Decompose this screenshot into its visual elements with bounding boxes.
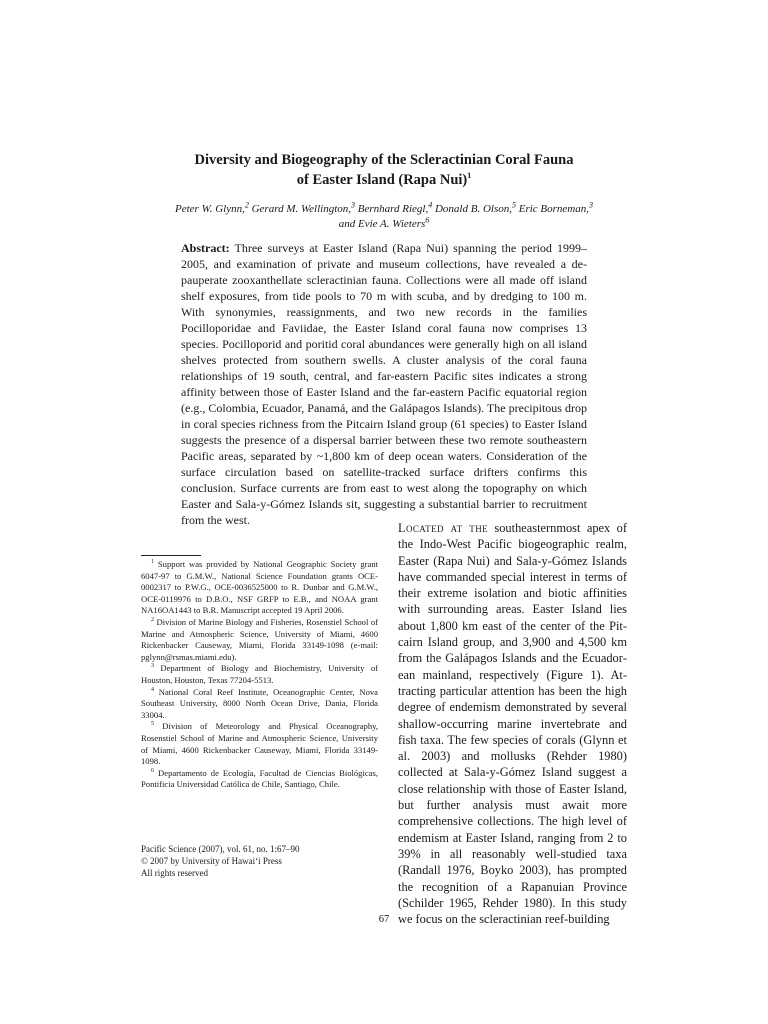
author — [251, 200, 356, 215]
author — [175, 200, 249, 215]
title-line-2 — [140, 170, 628, 190]
author-affiliation-mark: 2 — [244, 200, 249, 210]
abstract-label: Abstract: — [181, 241, 230, 255]
title-line-1: Diversity and Biogeography of the Scleractinian Coral Fauna — [194, 152, 574, 168]
author-list — [140, 202, 628, 232]
rights-line: All rights reserved — [141, 868, 208, 878]
author-name: Gerard M. Wellington, — [251, 203, 352, 215]
footnote — [141, 687, 378, 722]
author — [518, 200, 593, 215]
footnote-text: Department of Biology and Biochemistry, University of Houston, Houston, Texas 77204-5513. — [141, 663, 378, 685]
author-affiliation-mark: 4 — [428, 200, 433, 210]
copyright-line: © 2007 by University of Hawai‘i Press — [141, 856, 282, 866]
footnote — [141, 617, 378, 663]
title-footnote-mark: 1 — [467, 171, 472, 181]
footnote-number: 6 — [151, 767, 154, 774]
footnote-divider — [141, 555, 201, 556]
footnote-text: National Coral Reef Institute, Oceanographic Center, Nova Southeast University, 8000 North Ocean Drive, Dania, Florida 33004. — [141, 686, 378, 720]
footnotes — [141, 555, 378, 791]
footnote-number: 4 — [151, 686, 154, 693]
footnote-text: Support was provided by National Geographic Society grant 6047-97 to G.M.W., National Science Foundation grants OCE-0002317 to P.W.G., OCE-0036525000 to R. Dunbar and G.M.W., OCE-0119976 to D.B.O., NSF GRFP to E.B., and NOAA grant NA16OA1443 to B.R. Manuscript accepted 19 April 2006. — [141, 559, 379, 616]
footnote-number: 5 — [151, 721, 154, 728]
article-title — [140, 150, 628, 190]
author-name: Peter W. Glynn, — [175, 203, 245, 215]
page-number: 67 — [378, 914, 390, 925]
footnote-text: Division of Meteorology and Physical Oceanography, Rosenstiel School of Marine and Atmospheric Science, University of Miami, 4600 Rickenbacker Causeway, Miami, Florida 33149-1098. — [141, 721, 379, 767]
author — [357, 200, 433, 215]
publication-info — [141, 843, 378, 879]
abstract — [181, 240, 587, 528]
author-name: Donald B. Olson, — [434, 203, 512, 215]
footnote-text: Division of Marine Biology and Fisheries, Rosenstiel School of Marine and Atmospheric Science, University of Miami, 4600 Rickenbacker Causeway, Miami, Florida 33149-1098 (e-mail: pglynn@rsmas.miami.edu). — [141, 616, 378, 662]
journal-citation: Pacific Science (2007), vol. 61, no. 1:67–90 — [141, 844, 300, 854]
author-name: Bernhard Riegl, — [357, 203, 429, 215]
footnote — [141, 721, 378, 767]
footnote — [141, 559, 378, 617]
author-affiliation-mark: 5 — [511, 200, 516, 210]
footnote — [141, 663, 378, 686]
author-name: and Evie A. Wieters — [338, 218, 426, 230]
footnote-number: 3 — [151, 663, 154, 670]
footnote-number: 2 — [151, 617, 154, 624]
footnote — [141, 768, 378, 791]
author — [434, 200, 516, 215]
author-affiliation-mark: 3 — [351, 200, 356, 210]
author-affiliation-mark: 6 — [425, 215, 430, 225]
body-paragraph: southeasternmost apex of the Indo-West Pacific biogeographic realm, Easter (Rapa Nui) and Sala-y-Gómez Islands have commanded special interest in terms of their extreme isolation and biotic affinities with surrounding areas. Easter Island lies about 1,800 km east of the center of the Pitcairn Island group, and 3,900 and 4,500 km from the Galápagos Islands and the Ecuadorean mainland, respectively (Figure 1). Attracting particular attention has been the high degree of endemism demonstrated by several shallow-occurring marine invertebrate and fish taxa. The few species of corals (Glynn et al. 2003) and mollusks (Rehder 1980) collected at Sala-y-Gómez Island suggest a close relationship with those of Easter Island, but further analysis must await more comprehensive collections. The high level of endemism at Easter Island, ranging from 2 to 39% in all reasonably well-studied taxa (Randall 1976, Boyko 2003), has prompted the recognition of a Rapanuian Province (Schilder 1965, Rehder 1980). In this study we focus on the scleractinian reef-building — [398, 521, 627, 927]
title-line-2-text: of Easter Island (Rapa Nui) — [296, 172, 468, 188]
footnote-number: 1 — [151, 559, 154, 566]
body-text — [398, 520, 627, 927]
author-name: Eric Borneman, — [518, 203, 589, 215]
abstract-text: Three surveys at Easter Island (Rapa Nui) spanning the period 1999–2005, and examination of private and museum collections, have revealed a depauperate zooxanthellate scleractinian fauna. Collections were all made off island shelf exposures, from tide pools to 70 m with scuba, and by dredging to 100 m. With synonymies, reassignments, and two new records in the families Pocilloporidae and Faviidae, the Easter Island coral fauna now comprises 13 species. Pocilloporid and poritid coral abundances were generally high on all island shelves protected from southern swells. A cluster analysis of the coral fauna relationships of 19 south, central, and far-eastern Pacific sites indicates a strong affinity between those of Easter Island and the far-eastern Pacific equatorial region (e.g., Colombia, Ecuador, Panamá, and the Galápagos Islands). The precipitous drop in coral species richness from the Pitcairn Island group (61 species) to Easter Island suggests the presence of a dispersal barrier between these two remote southeastern Pacific areas, separated by ~1,800 km of deep ocean waters. Consideration of the surface circulation based on satellite-tracked surface drifters confirms this conclusion. Surface currents are from east to west along the topography on which Easter and Sala-y-Gómez Islands sit, suggesting a substantial barrier to recruitment from the west. — [181, 241, 587, 527]
author — [140, 217, 628, 232]
author-affiliation-mark: 3 — [589, 200, 593, 210]
body-lead-in: Located at the — [398, 521, 488, 535]
footnote-text: Departamento de Ecología, Facultad de Ciencias Biológicas, Pontificia Universidad Católica de Chile, Santiago, Chile. — [141, 767, 378, 790]
